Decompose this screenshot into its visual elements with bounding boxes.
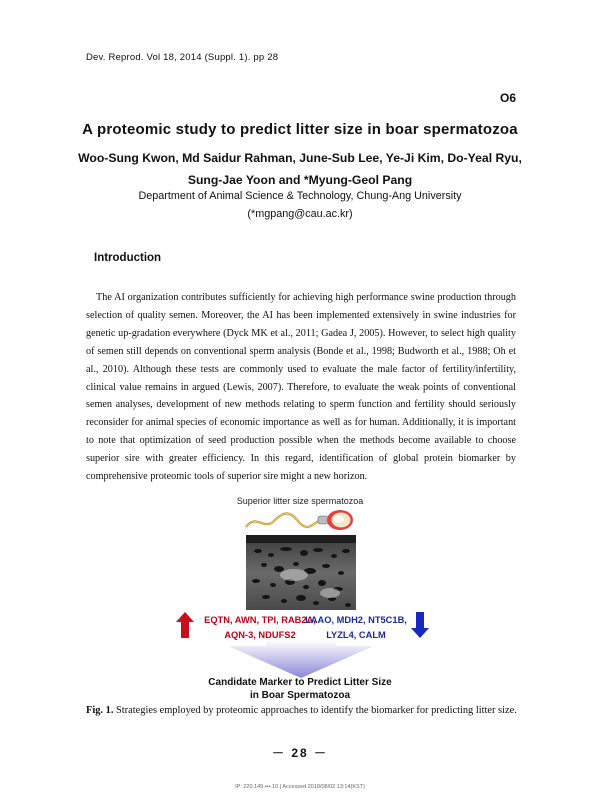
- candidate-marker-line-2: in Boar Spermatozoa: [249, 690, 351, 701]
- candidate-marker-line-1: Candidate Marker to Predict Litter Size: [208, 677, 392, 688]
- funnel-arrow-icon: [228, 640, 374, 678]
- author-list: [60, 147, 540, 191]
- section-heading-introduction: Introduction: [94, 252, 162, 264]
- journal-citation: Dev. Reprod. Vol 18, 2014 (Suppl. 1). pp 28: [86, 52, 279, 63]
- figure-caption-label: Fig. 1.: [86, 705, 114, 716]
- spermatozoon-illustration: [244, 507, 356, 533]
- 2d-gel-image: [246, 535, 356, 610]
- gel-top-band: [246, 535, 356, 543]
- abstract-code: O6: [499, 91, 516, 105]
- downregulated-proteins-line-1: LAAO, MDH2, NT5C1B,: [305, 615, 407, 625]
- authors-line-1: Woo-Sung Kwon, Md Saidur Rahman, June-Sub Lee, Ye-Ji Kim, Do-Yeal Ryu,: [78, 151, 522, 165]
- page-number: － 28 －: [271, 746, 329, 760]
- downregulated-proteins: [300, 613, 412, 642]
- figure-caption-text: Strategies employed by proteomic approaches to identify the biomarker for predicting litter size.: [113, 705, 517, 716]
- upregulated-proteins-line-2: AQN-3, NDUFS2: [224, 629, 296, 640]
- sperm-tail: [246, 514, 320, 528]
- downregulated-proteins-line-2: LYZL4, CALM: [326, 629, 386, 640]
- sperm-tail-highlight: [246, 514, 320, 528]
- sperm-midpiece: [318, 516, 328, 524]
- figure-top-label: Superior litter size spermatozoa: [236, 496, 364, 506]
- corresponding-email: (*mgpang@cau.ac.kr): [247, 208, 353, 220]
- figure-caption: [86, 705, 526, 716]
- access-watermark: IP: 220.149.•••.10 | Accessed 2018/08/02 13:14(KST): [235, 784, 365, 790]
- article-title: A proteomic study to predict litter size in boar spermatozoa: [82, 121, 518, 138]
- downregulated-arrow-icon: [411, 612, 429, 638]
- introduction-paragraph: The AI organization contributes sufficiently for achieving high performance swine production through selection of quality semen. Moreover, the AI has been implemented extensively in swine industries for genetic up-gradation everywhere (Dyck MK et al., 2011; Gadea J, 2005). However, to select high quality of semen still depends on conventional sperm analysis (Bonde et al., 1998; Budworth et al., 1988; Oh et al., 2010). Although these tests are commonly used to evaluate the male factor of fertility/infertility, clinical value remains in argued (Lewis, 2007). Therefore, to evaluate the weak points of conventional semen analyses, development of new methods relating to sperm function and fertility should seriously reconsider for animal species of economic importance as well as for human. Additionally, it is important to note that optimization of seed production possible when the methods become available to choose superior sire with greater efficiency. In this regard, identification of global protein biomarker by comprehensive proteomic tools of superior sire might a new horizon.: [86, 292, 516, 483]
- candidate-marker-label: [0, 676, 600, 702]
- affiliation-block: [60, 187, 540, 223]
- affiliation: Department of Animal Science & Technology, Chung-Ang University: [138, 190, 462, 202]
- authors-line-2: Sung-Jae Yoon and *Myung-Geol Pang: [187, 173, 413, 187]
- sperm-head-highlight: [334, 515, 344, 523]
- upregulated-proteins-line-1: EQTN, AWN, TPI, RAB2A,: [204, 615, 316, 625]
